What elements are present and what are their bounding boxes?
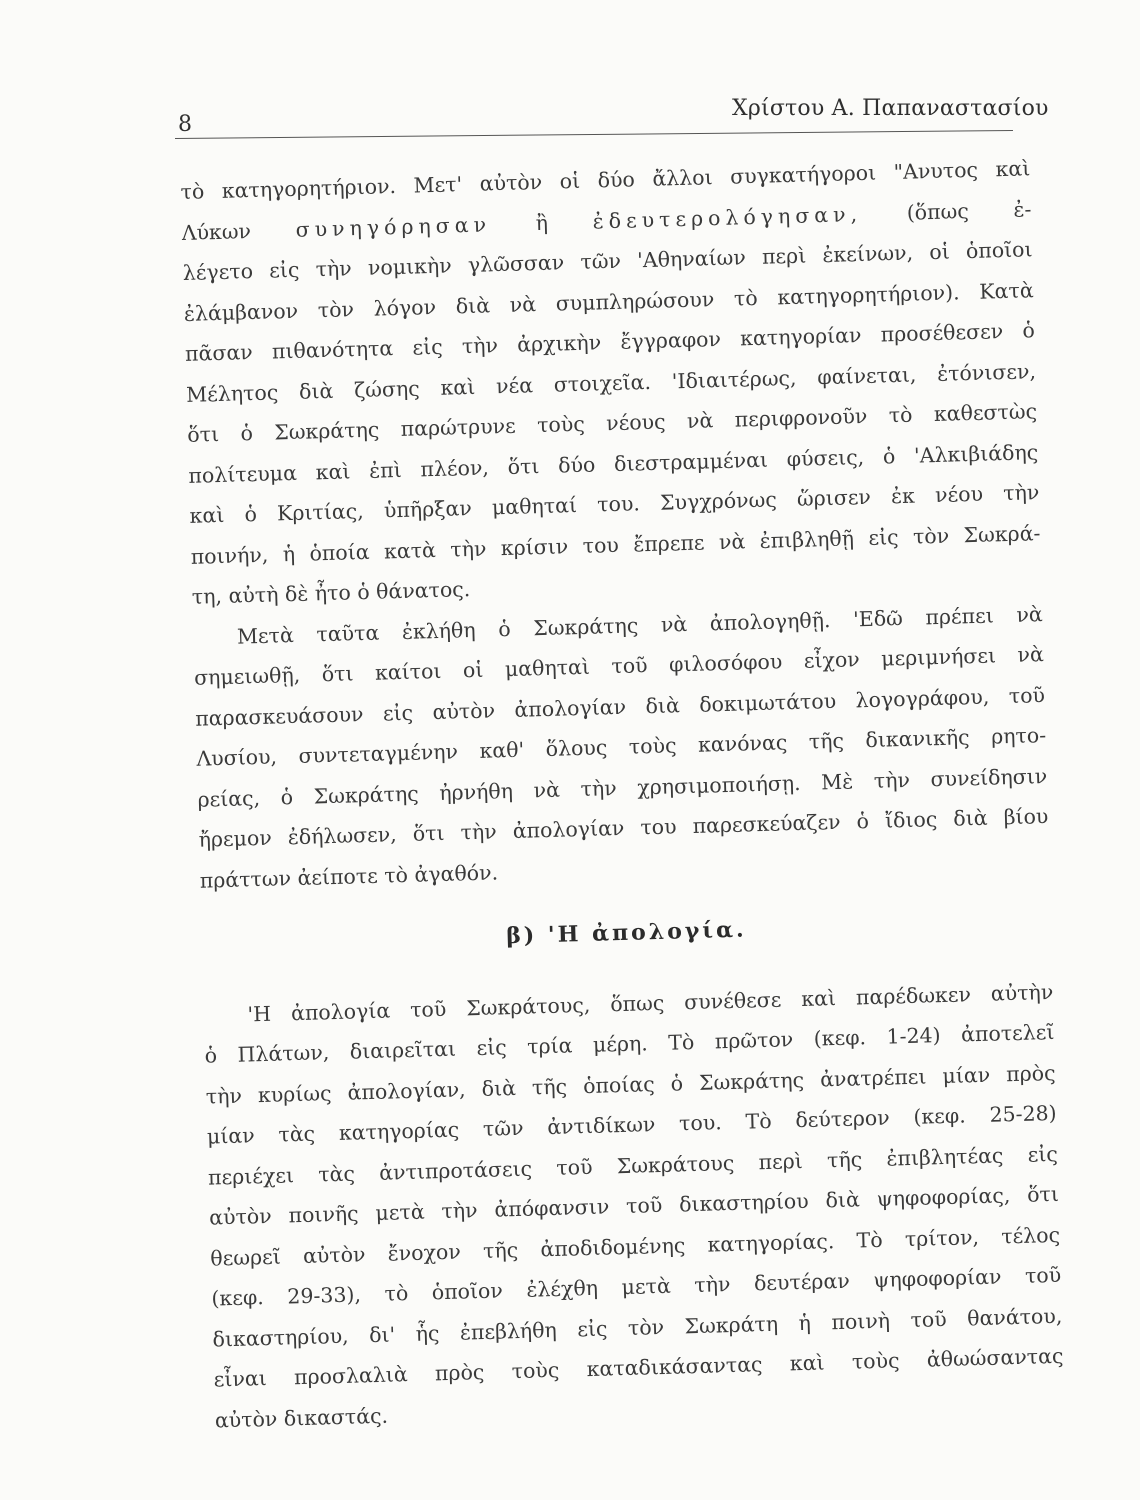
text-fragment: Λύκων: [181, 217, 296, 245]
text-line: θεωρεῖ αὐτὸν ἔνοχον τῆς ἀποδιδομένης κατηγορίας. Τὸ τρίτον, τέλος: [210, 1222, 1061, 1271]
text-line: δικαστηρίου, δι' ἧς ἐπεβλήθη εἰς τὸν Σωκράτη ἡ ποινὴ τοῦ θανάτου,: [212, 1303, 1063, 1352]
text-fragment: ἢ: [490, 209, 594, 236]
text-line: Λυσίου, συντεταγμένην καθ' ὅλους τοὺς κανόνας τῆς δικανικῆς ρητο-: [196, 723, 1047, 771]
text-line: πᾶσαν πιθανότητα εἰς τὴν ἀρχικὴν ἔγγραφον κατηγορίαν προσέθεσεν ὁ: [184, 318, 1036, 366]
paragraph-2: [192, 594, 1050, 901]
text-fragment: (ὅπως ἐ-: [861, 196, 1032, 226]
text-line: (κεφ. 29-33), τὸ ὁποῖον ἐλέχθη μετὰ τὴν δευτέραν ψηφοφορίαν τοῦ: [211, 1262, 1062, 1311]
text-line: πολίτευμα καὶ ἐπὶ πλέον, ὅτι δύο διεστραμμέναι φύσεις, ὁ 'Αλκιβιάδης: [188, 439, 1039, 488]
text-line: τη, αὐτὴ δὲ ἦτο ὁ θάνατος.: [191, 577, 471, 609]
text-line: σημειωθῇ, ὅτι καίτοι οἱ μαθηταὶ τοῦ φιλοσόφου εἶχον μεριμνήσει νὰ: [193, 642, 1045, 690]
text-line: ὅτι ὁ Σωκράτης παρώτρυνε τοὺς νέους νὰ περιφρονοῦν τὸ καθεστὼς: [187, 399, 1038, 447]
text-line: αὐτὸν ποινῆς μετὰ τὴν ἀπόφανσιν τοῦ δικαστηρίου διὰ ψηφοφορίας, ὅτι: [208, 1181, 1060, 1230]
header-rule: [175, 130, 1013, 139]
text-line: ὁ Πλάτων, διαιρεῖται εἰς τρία μέρη. Τὸ πρῶτον (κεφ. 1-24) ἀποτελεῖ: [204, 1019, 1055, 1068]
text-line: 'Η ἀπολογία τοῦ Σωκράτους, ὅπως συνέθεσε καὶ παρέδωκεν αὐτὴν: [247, 979, 1054, 1026]
text-line: πράττων ἀείποτε τὸ ἀγαθόν.: [199, 859, 499, 893]
page-number: 8: [178, 112, 192, 137]
section-heading: β) 'Η ἀπολογία.: [505, 916, 747, 950]
text-line: τὴν κυρίως ἀπολογίαν, διὰ τῆς ὁποίας ὁ Σωκράτης ἀνατρέπει μίαν πρὸς: [205, 1060, 1056, 1109]
running-header-author: Χρίστου Α. Παπαναστασίου: [732, 96, 1049, 121]
text-line: Μέλητος διὰ ζώσης καὶ νέα στοιχεῖα. 'Ιδιαιτέρως, φαίνεται, ἐτόνισεν,: [185, 358, 1037, 407]
text-line: λέγετο εἰς τὴν νομικὴν γλῶσσαν τῶν 'Αθηναίων περὶ ἐκείνων, οἱ ὁποῖοι: [182, 237, 1033, 285]
paragraph-1: [180, 148, 1042, 617]
paragraph-3: [203, 971, 1065, 1440]
text-line: ἐλάμβανον τὸν λόγον διὰ νὰ συμπληρώσουν τὸ κατηγορητήριον). Κατὰ: [183, 277, 1034, 326]
text-line: ρείας, ὁ Σωκράτης ἠρνήθη νὰ τὴν χρησιμοποιήσῃ. Μὲ τὴν συνείδησιν: [197, 763, 1048, 812]
text-line: αὐτὸν δικαστάς.: [214, 1403, 389, 1433]
spaced-term: ἐδευτερολόγησαν,: [592, 201, 863, 233]
text-line: ἤρεμον ἐδήλωσεν, ὅτι τὴν ἀπολογίαν του παρεσκεύαζεν ὁ ἴδιος διὰ βίου: [198, 804, 1049, 852]
body-text: [180, 148, 1065, 1440]
text-line: περιέχει τὰς ἀντιπροτάσεις τοῦ Σωκράτους περὶ τῆς ἐπιβλητέας εἰς: [207, 1141, 1059, 1190]
text-line: Μετὰ ταῦτα ἐκλήθη ὁ Σωκράτης νὰ ἀπολογηθῇ. 'Εδῶ πρέπει νὰ: [236, 601, 1044, 649]
text-line: ποινήν, ἡ ὁποία κατὰ τὴν κρίσιν του ἔπρεπε νὰ ἐπιβληθῇ εἰς τὸν Σωκρά-: [190, 520, 1041, 569]
text-line: καὶ ὁ Κριτίας, ὑπῆρξαν μαθηταί του. Συγχρόνως ὥρισεν ἐκ νέου τὴν: [189, 480, 1040, 528]
text-line: τὸ κατηγορητήριον. Μετ' αὐτὸν οἱ δύο ἄλλοι συγκατήγοροι "Ανυτος καὶ: [180, 156, 1031, 204]
spaced-term: συνηγόρησαν: [295, 211, 492, 242]
text-line: εἶναι προσλαλιὰ πρὸς τοὺς καταδικάσαντας καὶ τοὺς ἀθωώσαντας: [213, 1343, 1064, 1392]
text-line: παρασκευάσουν εἰς αὐτὸν ἀπολογίαν διὰ δοκιμωτάτου λογογράφου, τοῦ: [194, 682, 1046, 731]
text-line: μίαν τὰς κατηγορίας τῶν ἀντιδίκων του. Τὸ δεύτερον (κεφ. 25-28): [206, 1100, 1057, 1149]
